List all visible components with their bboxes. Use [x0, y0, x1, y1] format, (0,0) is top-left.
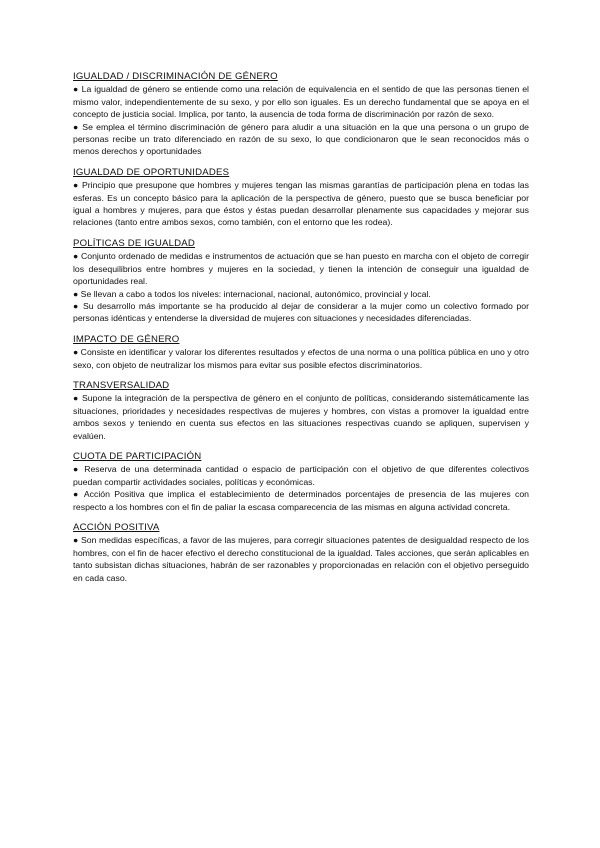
section-accion-positiva	[73, 522, 529, 584]
bullet-paragraph: ● Reserva de una determinada cantidad o espacio de participación con el objetivo de que diferentes colectivos puedan compartir actividades sociales, políticas y económicas.	[73, 464, 529, 487]
bullet-paragraph: ● Conjunto ordenado de medidas e instrumentos de actuación que se han puesto en marcha con el objeto de corregir los desequilibrios entre hombres y mujeres en la sociedad, y tienen la intención de conseguir una igualdad de oportunidades real.	[73, 251, 529, 287]
section-heading: IMPACTO DE GÉNERO	[73, 333, 180, 345]
bullet-paragraph: ● Consiste en identificar y valorar los diferentes resultados y efectos de una norma o una política pública en uno y otro sexo, con objeto de neutralizar los mismos para evitar sus posible efectos discriminatorios.	[73, 347, 529, 370]
section-igualdad-discriminacion	[73, 71, 529, 158]
section-heading: CUOTA DE PARTICIPACIÓN	[73, 450, 202, 462]
bullet-paragraph: ● Se llevan a cabo a todos los niveles: internacional, nacional, autonómico, provincial y local.	[73, 288, 431, 299]
section-igualdad-oportunidades	[73, 167, 529, 229]
section-heading: IGUALDAD / DISCRIMINACIÓN DE GÉNERO	[73, 71, 278, 82]
section-heading: ACCIÓN POSITIVA	[73, 522, 160, 533]
document-page	[73, 71, 529, 593]
bullet-paragraph: ● La igualdad de género se entiende como una relación de equivalencia en el sentido de que las personas tienen el mismo valor, independientemente de su sexo, y por ello son iguales. Es un derecho fundamental que se apoya en el concepto de justicia social. Implica, por tanto, la ausencia de toda forma de discriminación por razón de sexo.	[73, 84, 529, 120]
section-heading: POLÍTICAS DE IGUALDAD	[73, 237, 196, 249]
bullet-paragraph: ● Supone la integración de la perspectiva de género en el conjunto de políticas, considerando sistemáticamente las situaciones, prioridades y necesidades respectivas de mujeres y hombres, con vistas a promover la igualdad entre ambos sexos y teniendo en cuenta sus efectos en las situaciones respectivas cuando se apliquen, supervisen y evalúen.	[73, 393, 529, 441]
bullet-paragraph: ● Son medidas específicas, a favor de las mujeres, para corregir situaciones patentes de desigualdad respecto de los hombres, con el fin de hacer efectivo el derecho constitucional de la igualdad. Tales acciones, que serán aplicables en tanto subsistan dichas situaciones, habrán de ser razonables y proporcionadas en relación con el objetivo perseguido en cada caso.	[73, 535, 529, 583]
bullet-paragraph: ● Su desarrollo más importante se ha producido al dejar de considerar a la mujer como un colectivo formado por personas idénticas y entenderse la diversidad de mujeres con situaciones y necesidades diferenciadas.	[73, 300, 529, 324]
section-transversalidad	[73, 380, 529, 442]
bullet-paragraph: ● Principio que presupone que hombres y mujeres tengan las mismas garantías de participación plena en todas las esferas. Es un concepto básico para la aplicación de la perspectiva de género, puesto que se busca beneficiar por igual a hombres y mujeres, para que éstos y éstas puedan desarrollar plenamente sus capacidades y mejorar sus relaciones (tanto entre ambos sexos, como también, con el entorno que les rodea).	[73, 180, 529, 228]
bullet-paragraph: ● Se emplea el término discriminación de género para aludir a una situación en la que una persona o un grupo de personas recibe un trato diferenciado en razón de su sexo, lo que condicionaron que le sean reconocidos más o menos derechos y oportunidades	[73, 121, 529, 157]
section-impacto-genero	[73, 334, 529, 371]
section-heading: IGUALDAD DE OPORTUNIDADES	[73, 166, 230, 178]
section-cuota-participacion	[73, 451, 529, 513]
bullet-paragraph: ● Acción Positiva que implica el establecimiento de determinados porcentajes de presencia de las mujeres con respecto a los hombres con el fin de paliar la escasa comparecencia de las mismas en alguna actividad concreta.	[73, 489, 529, 512]
section-heading: TRANSVERSALIDAD	[73, 379, 170, 391]
section-politicas-igualdad	[73, 238, 529, 325]
